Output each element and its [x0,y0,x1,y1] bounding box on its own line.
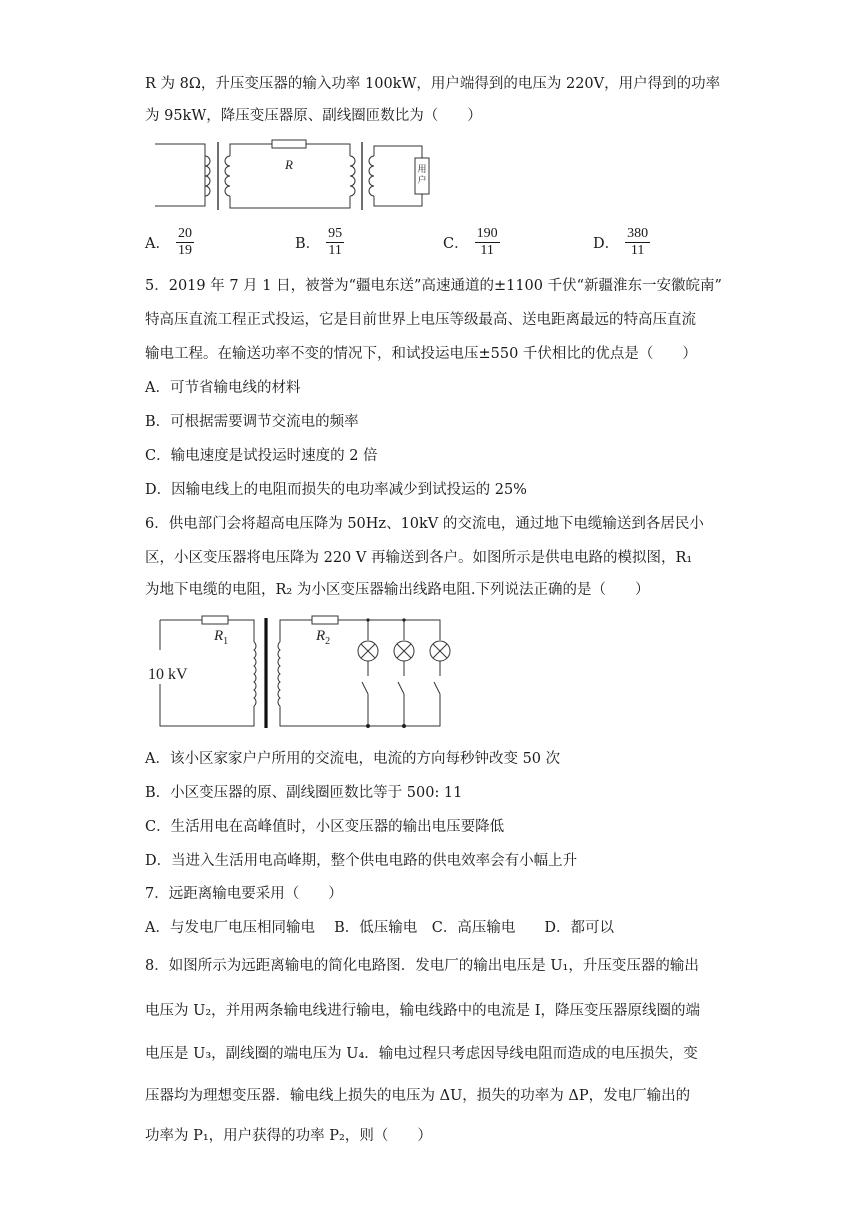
q5-stem-line-2: 特高压直流工程正式投运，它是目前世界上电压等级最高、送电距离最远的特高压直流 [145,312,696,328]
q6-option-a[interactable]: A．该小区家家户户所用的交流电，电流的方向每秒钟改变 50 次 [145,751,561,767]
q6-stem-line-1: 6．供电部门会将超高电压降为 50Hz、10kV 的交流电，通过地下电缆输送到各居民小 [145,516,704,532]
q6-stem-line-2: 区，小区变压器将电压降为 220 V 再输送到各户。如图所示是供电电路的模拟图，R₁ [145,550,693,566]
q6-option-b[interactable]: B．小区变压器的原、副线圈匝数比等于 500: 11 [145,785,463,801]
q4-option-c[interactable]: C． $\frac{190}{11}$ [443,226,498,258]
q8-stem-line-3: 电压是 U₃，副线圈的端电压为 U₄．输电过程只考虑因导线电阻而造成的电压损失，变 [145,1046,698,1062]
q6-stem-line-3: 为地下电缆的电阻，R₂ 为小区变压器输出线路电阻.下列说法正确的是（ ） [145,582,650,598]
q4-options [145,226,725,266]
q8-stem-line-5: 功率为 P₁，用户获得的功率 P₂，则（ ） [145,1128,432,1144]
q4-stem-line-1: R 为 8Ω，升压变压器的输入功率 100kW，用户端得到的电压为 220V，用户得到的功率 [145,76,721,92]
q5-option-a[interactable]: A．可节省输电线的材料 [145,380,301,396]
q6-option-d[interactable]: D．当进入生活用电高峰期，整个供电电路的供电效率会有小幅上升 [145,853,578,869]
q8-stem-line-4: 压器均为理想变压器．输电线上损失的电压为 ΔU，损失的功率为 ΔP，发电厂输出的 [145,1088,691,1104]
q6-option-c[interactable]: C．生活用电在高峰值时，小区变压器的输出电压要降低 [145,819,505,835]
q5-option-c[interactable]: C．输电速度是试投运时速度的 2 倍 [145,448,378,464]
q8-stem-line-1: 8．如图所示为远距离输电的简化电路图．发电厂的输出电压是 U₁，升压变压器的输出 [145,958,699,974]
q7-stem: 7．远距离输电要采用（ ） [145,886,343,902]
q4-circuit-diagram [150,136,440,216]
q4-option-a[interactable]: A． $\frac{20}{19}$ [145,226,192,258]
q6-r1-label: $R_1$ [214,628,229,647]
q6-circuit-diagram [146,612,476,736]
q8-stem-line-2: 电压为 U₂，并用两条输电线进行输电，输电线路中的电流是 I，降压变压器原线圈的端 [145,1003,700,1019]
q5-option-b[interactable]: B．可根据需要调节交流电的频率 [145,414,359,430]
q7-options[interactable]: A．与发电厂电压相同输电 B．低压输电 C．高压输电 D．都可以 [145,920,614,936]
q6-voltage-label: 10 kV [148,666,188,683]
q4-option-b[interactable]: B． $\frac{95}{11}$ [295,226,343,258]
q5-option-d[interactable]: D．因输电线上的电阻而损失的电功率减少到试投运的 25% [145,482,527,498]
q4-stem-line-2: 为 95kW，降压变压器原、副线圈匝数比为（ ） [145,108,482,124]
q5-stem-line-1: 5．2019 年 7 月 1 日，被誉为“疆电东送”高速通道的±1100 千伏“新疆淮东一安徽皖南” [145,278,722,294]
q5-stem-line-3: 输电工程。在输送功率不变的情况下，和试投运电压±550 千伏相比的优点是（ ） [145,346,697,362]
q4-option-d[interactable]: D． $\frac{380}{11}$ [593,226,649,258]
q4-resistor-label: R [285,157,293,172]
q6-r2-label: $R_2$ [316,628,331,647]
q4-user-label: 用户 [417,164,427,185]
